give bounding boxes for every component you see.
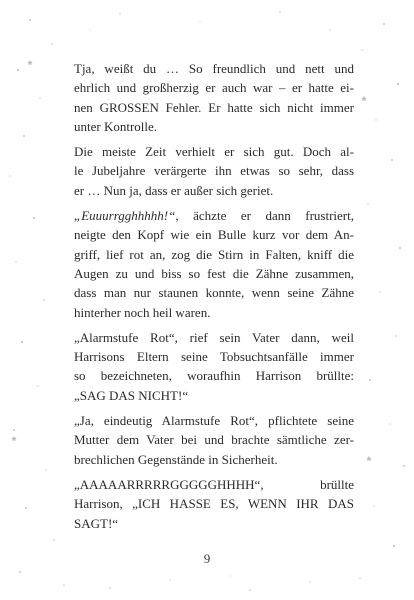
text-line: Tja, weißt du … So freundlich und nett und <box>74 61 354 76</box>
page-number: 9 <box>203 551 211 566</box>
paragraph <box>74 411 354 469</box>
text-line: „SAG DAS NICHT!“ <box>74 387 189 403</box>
text-line: er … Nun ja, dass er außer sich geriet. <box>74 182 274 198</box>
text-line: unter Kontrolle. <box>74 118 158 134</box>
text-line: Harrison, „ICH HASSE ES, WENN IHR DAS <box>74 496 354 512</box>
text-line: so bezeichneten, woraufhin Harrison brüllte: <box>74 368 354 384</box>
text-line: neigte den Kopf wie ein Bulle kurz vor dem An- <box>74 227 354 243</box>
text-line: „Ja, eindeutig Alarmstufe Rot“, pflichtete seine <box>74 413 354 429</box>
text-line: Harrisons Eltern seine Tobsuchtsanfälle immer <box>74 349 354 365</box>
text-line: dass man nur staunen konnte, wenn seine Zähne <box>74 285 354 301</box>
text-line: le Jubeljahre verärgerte ihn etwas so sehr, dass <box>74 163 354 179</box>
text-line: griff, lief rot an, zog die Stirn in Falten, kniff die <box>74 246 354 262</box>
text-line: hinterher noch heil waren. <box>74 304 211 320</box>
text-line: Augen zu und biss so fest die Zähne zusammen, <box>74 265 354 281</box>
text-line: „Euuurrgghhhhh!“, ächzte er dann frustriert, <box>74 208 354 224</box>
paragraph <box>74 328 354 405</box>
text-line: Die meiste Zeit verhielt er sich gut. Doch al- <box>74 144 354 160</box>
text-line: SAGT!“ <box>74 515 119 531</box>
text-line: ehrlich und großherzig er auch war – er hatte ei- <box>74 80 354 96</box>
paragraph <box>74 142 354 200</box>
paragraph <box>74 59 354 136</box>
exclamation-italic: „Euuurrgghhhhh!“ <box>74 208 176 224</box>
page-body <box>74 59 354 539</box>
paragraph <box>74 475 354 533</box>
paragraph <box>74 206 354 322</box>
text-line: Mutter dem Vater bei und brachte sämtliche zer- <box>74 432 354 448</box>
text-line: „AAAAARRRRRGGGGGHHHH“, brüllte <box>74 476 354 492</box>
text-line: nen GROSSEN Fehler. Er hatte sich nicht immer <box>74 99 354 115</box>
text-line: „Alarmstufe Rot“, rief sein Vater dann, weil <box>74 329 354 345</box>
text-line: brechlichen Gegenstände in Sicherheit. <box>74 451 278 467</box>
